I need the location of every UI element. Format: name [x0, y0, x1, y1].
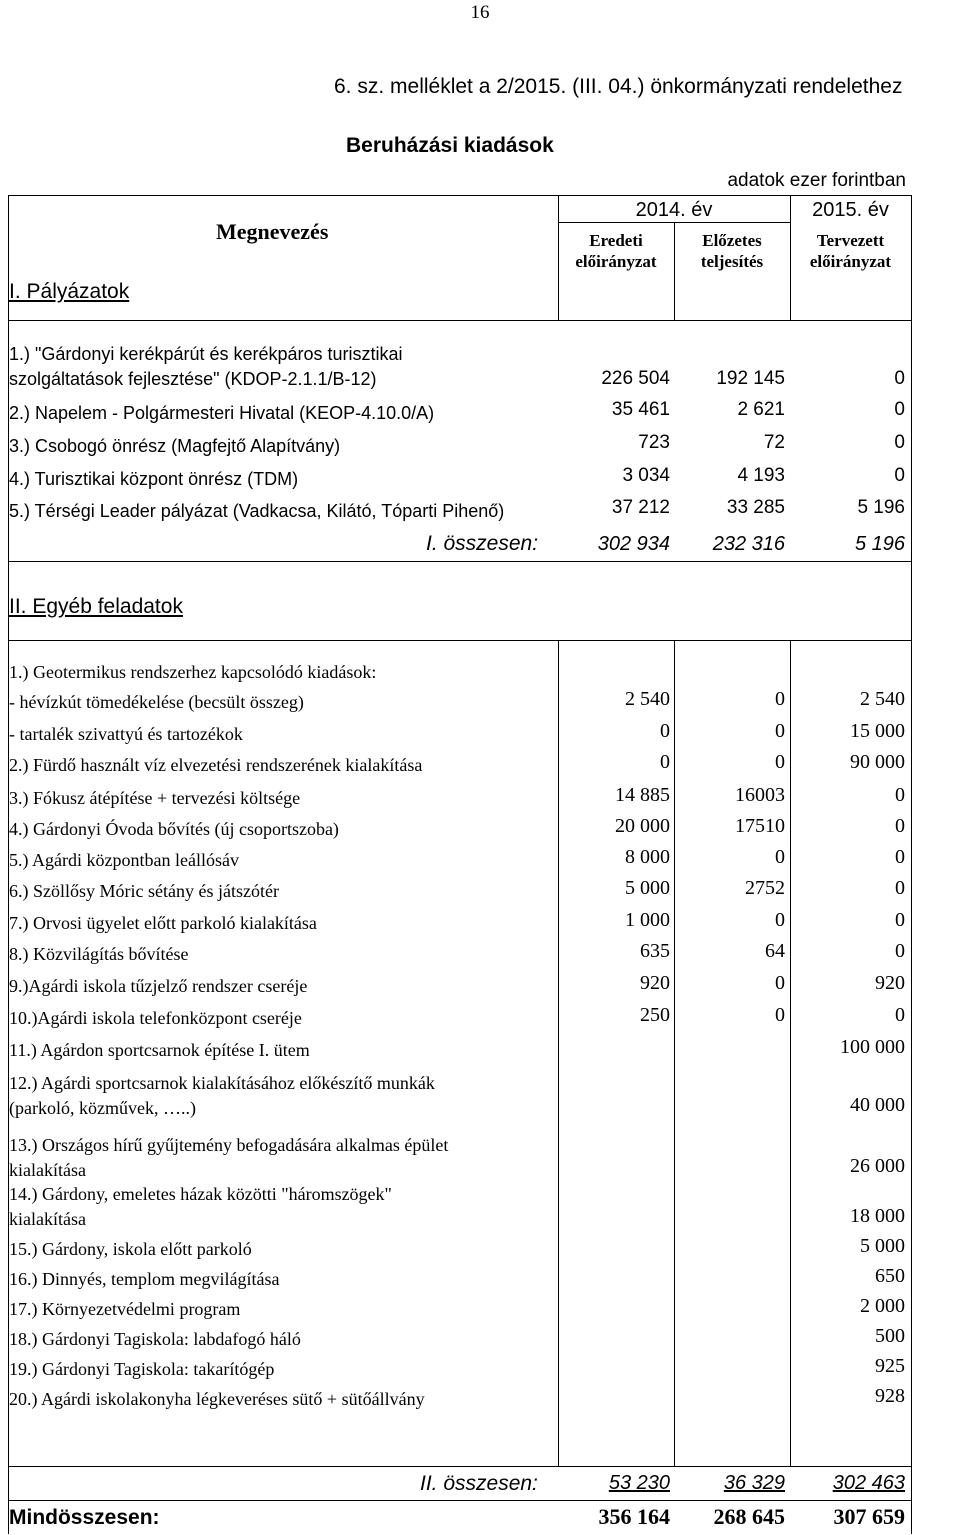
row-label: 15.) Gárdony, iskola előtt parkoló [9, 1239, 252, 1259]
row-label: 5.) Agárdi központban leállósáv [9, 850, 239, 870]
row-value-original: 920 [640, 972, 670, 994]
row-label: 3.) Fókusz átépítése + tervezési költsége [9, 788, 301, 808]
row-value-original: 1 000 [625, 909, 670, 931]
section-1-total-label: I. összesen: [426, 532, 539, 555]
row-value-original: 0 [660, 751, 670, 773]
row-label: 6.) Szöllősy Móric sétány és játszótér [9, 881, 279, 901]
row-label: 11.) Agárdon sportcsarnok építése I. ütem [9, 1040, 310, 1060]
row-label: 13.) Országos hírű gyűjtemény befogadására alkalmas épület kialakítása [9, 1135, 449, 1180]
row-value-original: 0 [660, 720, 670, 742]
row-value-planned: 0 [895, 815, 905, 837]
row-label: 1.) "Gárdonyi kerékpárút és kerékpáros turisztikai szolgáltatások fejlesztése" (KDOP-2.1.1/B-12) [9, 344, 403, 389]
row-value-planned: 26 000 [850, 1155, 905, 1177]
row-value-planned: 920 [875, 972, 905, 994]
row-value-planned: 0 [894, 465, 905, 486]
column-header-year-2015: 2015. év [812, 199, 889, 221]
row-value-preliminary: 33 285 [726, 497, 785, 518]
row-value-original: 37 212 [611, 497, 670, 518]
row-label: 19.) Gárdonyi Tagiskola: takarítógép [9, 1359, 275, 1379]
row-value-planned: 5 196 [857, 497, 905, 518]
row-value-original: 723 [638, 432, 670, 453]
row-label: 9.)Agárdi iskola tűzjelző rendszer cseréje [9, 976, 308, 996]
row-value-original: 20 000 [615, 815, 670, 837]
row-value-preliminary: 72 [763, 432, 785, 453]
grand-total-original: 356 164 [598, 1504, 670, 1529]
row-value-original: 8 000 [625, 846, 670, 868]
row-value-planned: 0 [894, 432, 905, 453]
row-value-planned: 0 [895, 909, 905, 931]
row-value-planned: 18 000 [850, 1205, 905, 1227]
row-label: 17.) Környezetvédelmi program [9, 1299, 241, 1319]
row-value-preliminary: 0 [775, 846, 785, 868]
column-header-planned-appropriation: Tervezett előirányzat [809, 231, 892, 271]
row-value-preliminary: 0 [775, 909, 785, 931]
row-value-preliminary: 0 [775, 720, 785, 742]
row-value-preliminary: 16003 [735, 784, 785, 806]
row-value-preliminary: 0 [775, 1004, 785, 1026]
row-value-original: 250 [640, 1004, 670, 1026]
row-value-planned: 0 [895, 877, 905, 899]
row-value-planned: 0 [894, 368, 905, 389]
column-header-preliminary-performance: Előzetes teljesítés [700, 231, 764, 271]
row-value-planned: 0 [895, 784, 905, 806]
row-value-original: 3 034 [622, 465, 670, 486]
row-value-planned: 2 000 [860, 1295, 905, 1317]
row-label: 8.) Közvilágítás bővítése [9, 944, 189, 964]
section-1-total-original: 302 934 [597, 533, 670, 555]
row-value-planned: 5 000 [860, 1235, 905, 1257]
row-value-planned: 100 000 [840, 1036, 905, 1058]
annex-title: 6. sz. melléklet a 2/2015. (III. 04.) önkormányzati rendelethez [334, 75, 903, 98]
section-2-total-label: II. összesen: [420, 1472, 538, 1495]
row-label: - hévízkút tömedékelése (becsült összeg) [9, 692, 304, 712]
row-value-planned: 0 [895, 1004, 905, 1026]
row-label: 20.) Agárdi iskolakonyha légkeveréses sütő + sütőállvány [9, 1389, 425, 1409]
grand-total-preliminary: 268 645 [713, 1504, 785, 1529]
document-title: Beruházási kiadások [346, 134, 554, 157]
row-value-preliminary: 0 [775, 688, 785, 710]
row-label: 5.) Térségi Leader pályázat (Vadkacsa, Kilátó, Tóparti Pihenő) [9, 501, 505, 521]
row-value-preliminary: 64 [765, 940, 785, 962]
row-value-planned: 925 [875, 1355, 905, 1377]
row-label: 12.) Agárdi sportcsarnok kialakításához előkészítő munkák (parkoló, közművek, …..) [9, 1073, 435, 1118]
row-label: 2.) Fürdő használt víz elvezetési rendszerének kialakítása [9, 755, 423, 775]
row-label: 2.) Napelem - Polgármesteri Hivatal (KEOP-4.10.0/A) [9, 403, 435, 423]
section-2-total-preliminary: 36 329 [723, 1472, 785, 1494]
row-label: 18.) Gárdonyi Tagiskola: labdafogó háló [9, 1329, 301, 1349]
section-1-total-preliminary: 232 316 [712, 533, 785, 555]
row-value-planned: 650 [875, 1265, 905, 1287]
row-value-original: 2 540 [625, 688, 670, 710]
column-header-year-2014: 2014. év [635, 199, 713, 221]
row-value-original: 5 000 [625, 877, 670, 899]
row-value-planned: 15 000 [850, 720, 905, 742]
row-value-preliminary: 0 [775, 751, 785, 773]
row-label: 3.) Csobogó önrész (Magfejtő Alapítvány) [9, 436, 341, 456]
column-header-name: Megnevezés [216, 219, 329, 244]
units-note: adatok ezer forintban [727, 170, 906, 191]
row-value-original: 635 [640, 940, 670, 962]
row-label: 1.) Geotermikus rendszerhez kapcsolódó kiadások: [9, 662, 377, 682]
section-1-title: I. Pályázatok [9, 280, 130, 303]
row-value-original: 14 885 [615, 784, 670, 806]
row-value-preliminary: 4 193 [737, 465, 785, 486]
row-value-preliminary: 2752 [745, 877, 785, 899]
grand-total-planned: 307 659 [833, 1504, 905, 1529]
row-value-preliminary: 2 621 [737, 399, 785, 420]
row-value-planned: 2 540 [860, 688, 905, 710]
row-value-original: 226 504 [601, 368, 670, 389]
row-value-planned: 928 [875, 1385, 905, 1407]
row-value-preliminary: 17510 [735, 815, 785, 837]
row-label: 16.) Dinnyés, templom megvilágítása [9, 1269, 280, 1289]
row-label: - tartalék szivattyú és tartozékok [9, 724, 243, 744]
row-value-original: 35 461 [611, 399, 670, 420]
row-value-planned: 90 000 [850, 751, 905, 773]
section-2-total-planned: 302 463 [832, 1472, 905, 1494]
row-value-planned: 0 [895, 940, 905, 962]
column-header-original-appropriation: Eredeti előirányzat [575, 231, 657, 271]
row-label: 4.) Turisztikai központ önrész (TDM) [9, 469, 299, 489]
row-value-planned: 0 [895, 846, 905, 868]
row-value-planned: 0 [894, 399, 905, 420]
row-value-preliminary: 0 [775, 972, 785, 994]
row-label: 14.) Gárdony, emeletes házak közötti "háromszögek" kialakítása [9, 1184, 392, 1229]
row-label: 10.)Agárdi iskola telefonközpont cseréje [9, 1008, 302, 1028]
page-number: 16 [470, 2, 490, 23]
row-value-planned: 500 [875, 1325, 905, 1347]
section-2-total-original: 53 230 [608, 1472, 670, 1494]
section-2-title: II. Egyéb feladatok [9, 595, 183, 618]
row-label: 7.) Orvosi ügyelet előtt parkoló kialakítása [9, 913, 317, 933]
row-value-planned: 40 000 [850, 1094, 905, 1116]
grand-total-label: Mindösszesen: [9, 1506, 160, 1529]
row-label: 4.) Gárdonyi Óvoda bővítés (új csoportszoba) [9, 819, 339, 839]
row-value-preliminary: 192 145 [716, 368, 785, 389]
section-1-total-planned: 5 196 [854, 533, 905, 555]
